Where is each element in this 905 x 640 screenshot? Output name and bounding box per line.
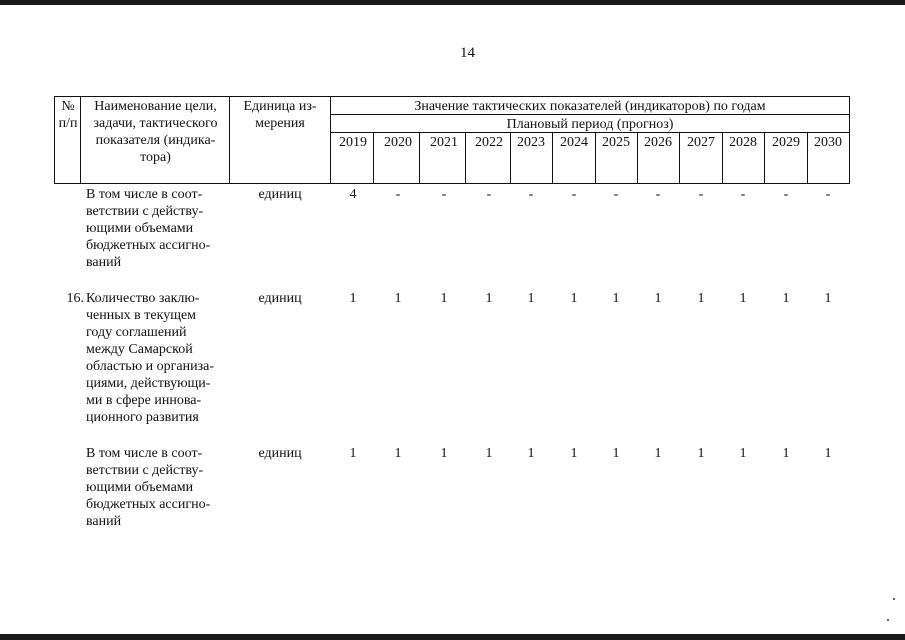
value-cell: 1	[654, 291, 662, 306]
value-cell: 1	[739, 446, 747, 461]
value-cell: 1	[440, 291, 448, 306]
grid-line	[465, 132, 466, 184]
unit: единиц	[258, 446, 302, 461]
value-cell: -	[395, 187, 401, 202]
value-cell: 1	[824, 291, 832, 306]
year-header: 2026	[644, 135, 672, 150]
unit: единиц	[258, 291, 302, 306]
value-cell: 1	[782, 291, 790, 306]
year-header: 2025	[602, 135, 630, 150]
value-cell: -	[655, 187, 661, 202]
scan-speck	[887, 619, 889, 621]
grid-line	[849, 96, 850, 184]
value-cell: 1	[440, 446, 448, 461]
scan-speck	[893, 598, 895, 600]
header-period: Плановый период (прогноз)	[506, 117, 674, 132]
value-cell: 1	[612, 291, 620, 306]
bottom-scan-border	[0, 634, 905, 640]
value-cell: 1	[349, 446, 357, 461]
page-number: 14	[460, 45, 475, 61]
value-cell: -	[740, 187, 746, 202]
value-cell: 1	[824, 446, 832, 461]
value-cell: 1	[485, 291, 493, 306]
top-scan-border	[0, 0, 905, 5]
value-cell: -	[783, 187, 789, 202]
header-unit: Единица из- мерения	[243, 99, 317, 131]
value-cell: 1	[570, 446, 578, 461]
value-cell: 1	[739, 291, 747, 306]
year-header: 2029	[772, 135, 800, 150]
grid-line	[54, 96, 850, 97]
value-cell: -	[613, 187, 619, 202]
value-cell: 1	[612, 446, 620, 461]
year-header: 2024	[560, 135, 588, 150]
year-header: 2020	[384, 135, 412, 150]
year-header: 2028	[729, 135, 757, 150]
indicator-name: В том числе в соот- ветствии с действу- ющими объемами бюджетных ассигно- ваний	[86, 446, 211, 529]
value-cell: 1	[697, 291, 705, 306]
value-cell: -	[698, 187, 704, 202]
year-header: 2019	[339, 135, 367, 150]
header-name: Наименование цели, задачи, тактического показателя (индика- тора)	[93, 99, 218, 165]
year-header: 2030	[814, 135, 842, 150]
unit: единиц	[258, 187, 302, 202]
value-cell: 1	[697, 446, 705, 461]
header-num: № п/п	[58, 99, 78, 131]
value-cell: 1	[394, 446, 402, 461]
value-cell: -	[825, 187, 831, 202]
year-header: 2027	[687, 135, 715, 150]
value-cell: -	[528, 187, 534, 202]
year-header: 2022	[475, 135, 503, 150]
value-cell: -	[486, 187, 492, 202]
header-values-title: Значение тактических показателей (индикаторов) по годам	[414, 99, 766, 114]
indicator-name: Количество заклю- ченных в текущем году соглашений между Самарской областью и организа- циями, действующи- ми в сфере иннова- ционного развития	[86, 291, 214, 425]
value-cell: 1	[485, 446, 493, 461]
value-cell: 1	[654, 446, 662, 461]
value-cell: -	[571, 187, 577, 202]
indicator-name: В том числе в соот- ветствии с действу- ющими объемами бюджетных ассигно- ваний	[86, 187, 211, 270]
value-cell: 1	[527, 446, 535, 461]
value-cell: 1	[782, 446, 790, 461]
value-cell: 1	[570, 291, 578, 306]
value-cell: 1	[349, 291, 357, 306]
grid-line	[419, 132, 420, 184]
value-cell: 1	[527, 291, 535, 306]
year-header: 2021	[430, 135, 458, 150]
value-cell: 4	[349, 187, 357, 202]
year-header: 2023	[517, 135, 545, 150]
value-cell: -	[441, 187, 447, 202]
grid-line	[54, 183, 850, 184]
value-cell: 1	[394, 291, 402, 306]
row-num: 16.	[66, 291, 84, 306]
